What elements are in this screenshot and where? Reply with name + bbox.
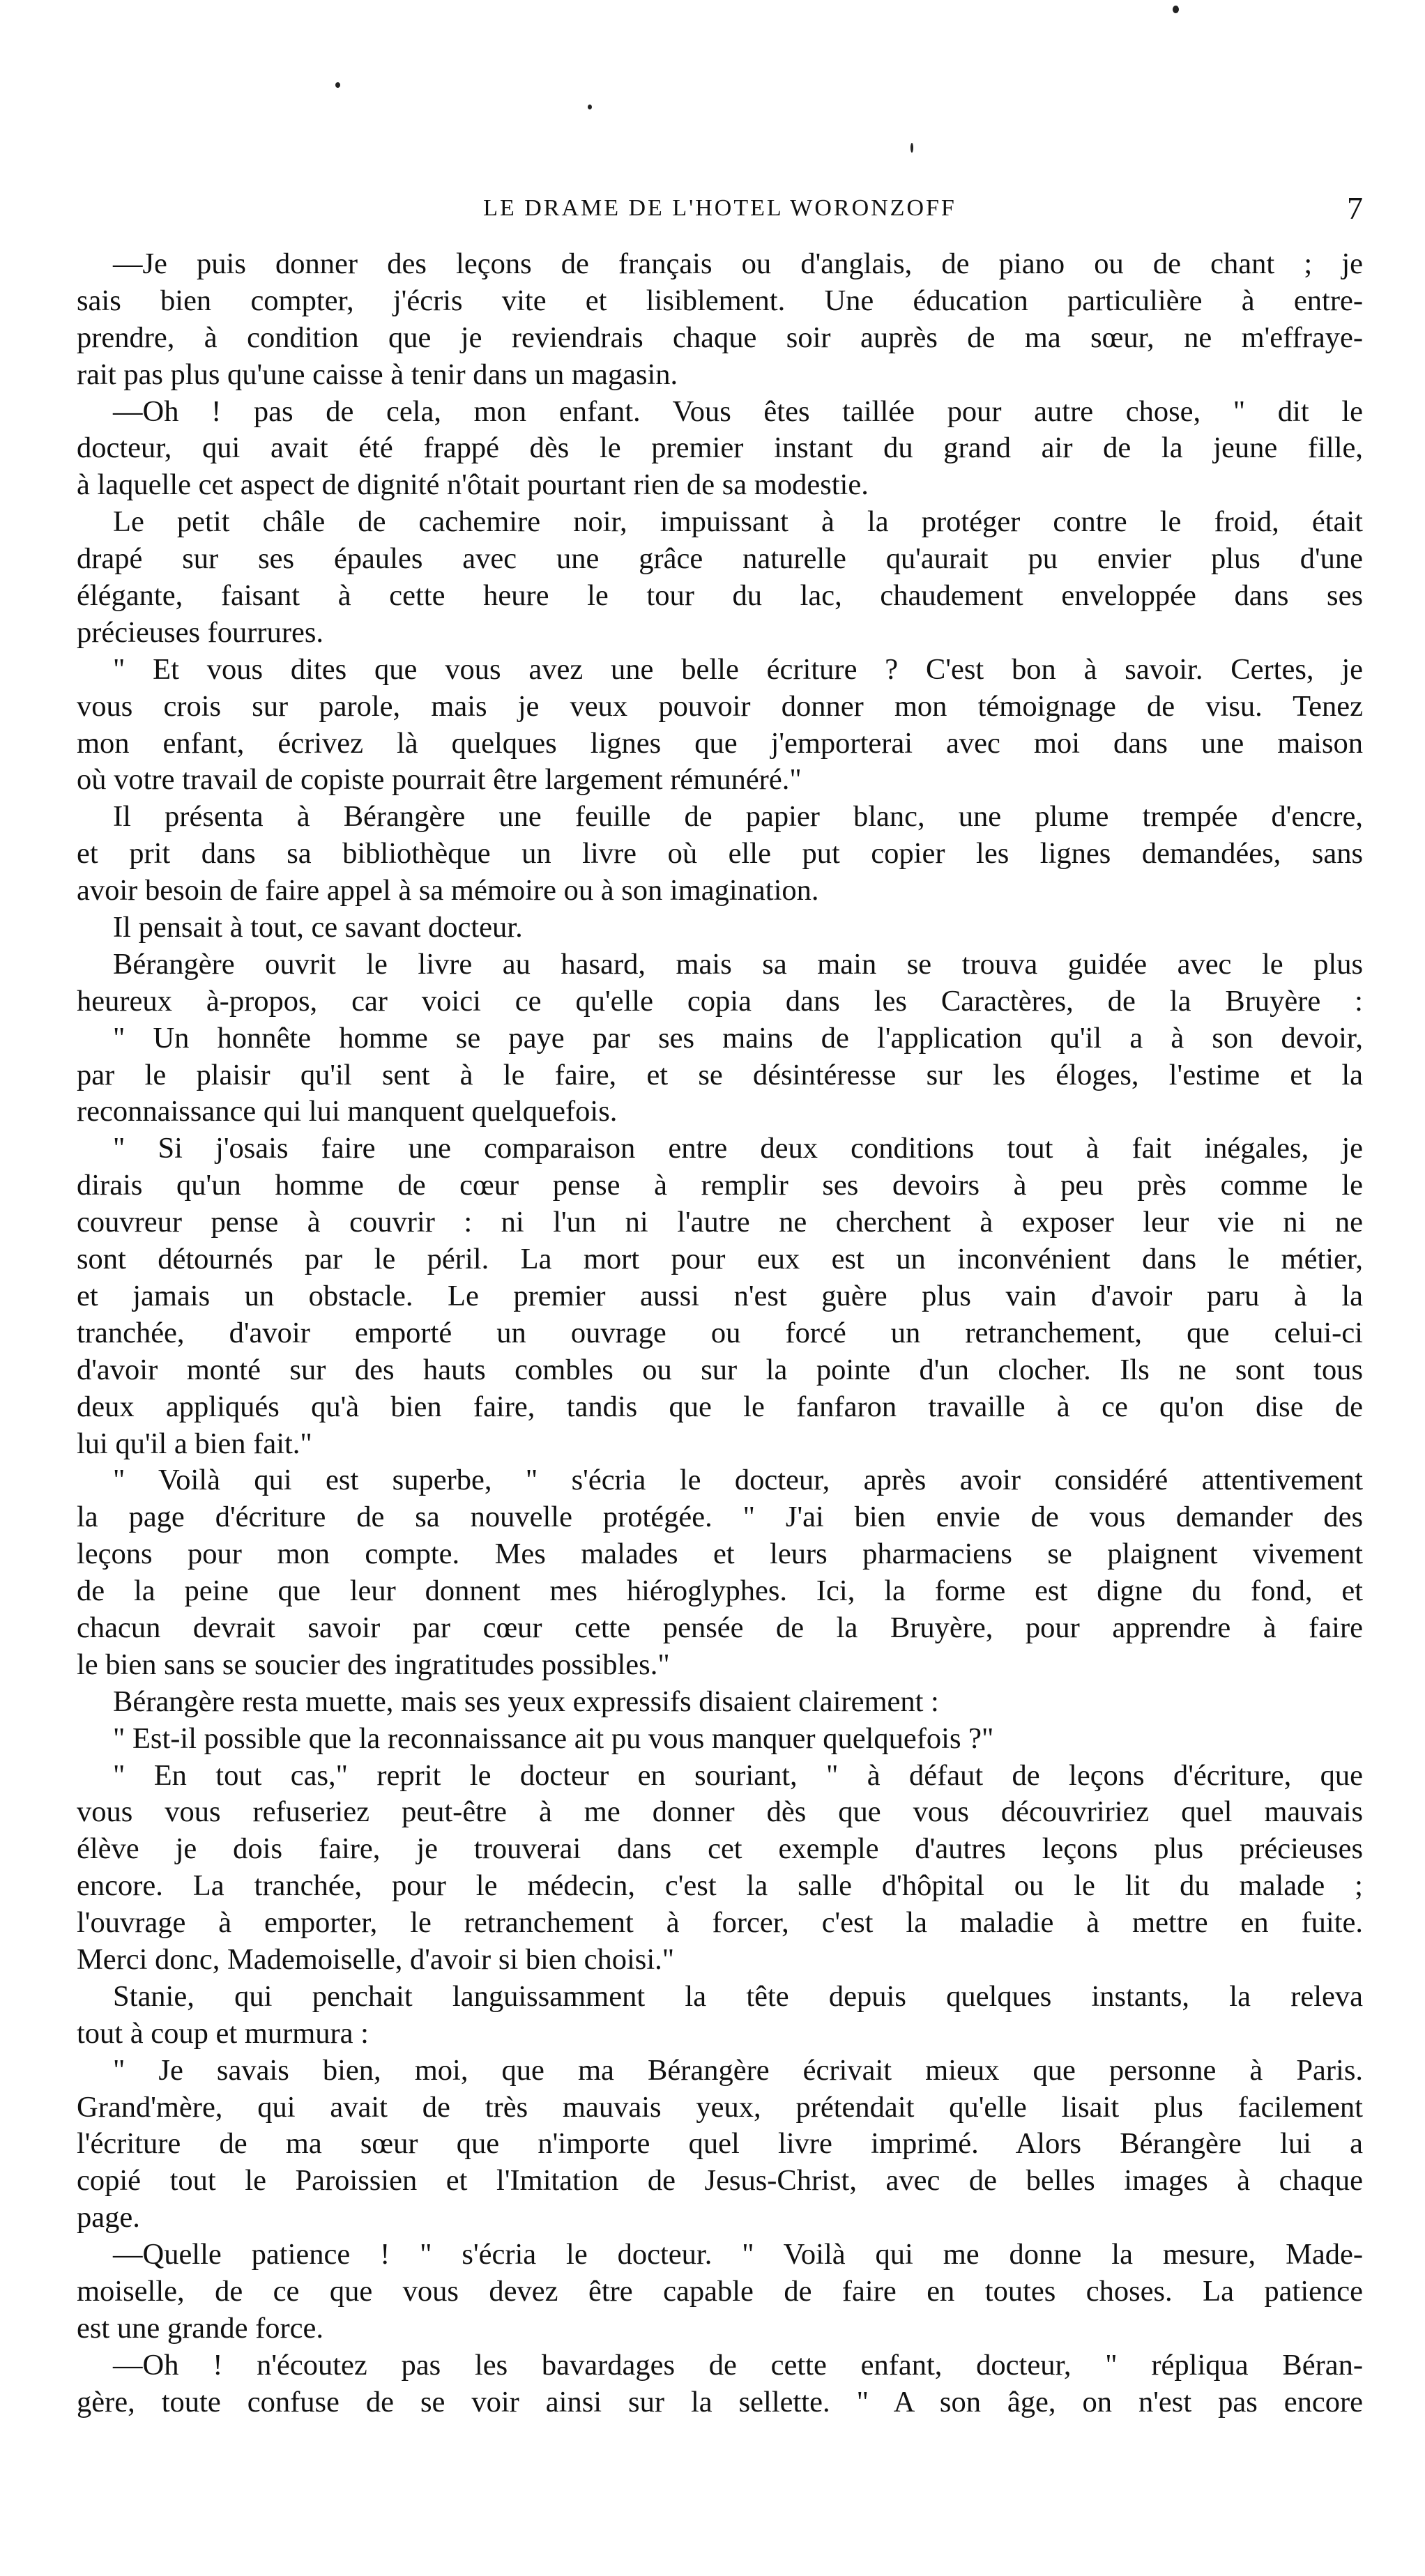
text-line: Il pensait à tout, ce savant docteur.: [113, 911, 523, 944]
text-line: dirais qu'un homme de cœur pense à remplir ses devoirs à peu près comme le: [77, 1169, 1363, 1202]
text-line: sais bien compter, j'écris vite et lisiblement. Une éducation particulière à entre-: [77, 284, 1363, 317]
text-line: Stanie, qui penchait languissamment la tête depuis quelques instants, la releva: [113, 1979, 1363, 2013]
text-line: lui qu'il a bien fait.": [77, 1427, 312, 1460]
text-line: docteur, qui avait été frappé dès le premier instant du grand air de la jeune fille,: [77, 431, 1363, 465]
text-line: mon enfant, écrivez là quelques lignes que j'emporterai avec moi dans une maison: [77, 726, 1363, 760]
text-line: l'écriture de ma sœur que n'importe quel livre imprimé. Alors Bérangère lui a: [77, 2127, 1363, 2161]
running-title: LE DRAME DE L'HOTEL WORONZOFF: [483, 195, 957, 221]
text-line: heureux à-propos, car voici ce qu'elle copia dans les Caractères, de la Bruyère :: [77, 984, 1363, 1018]
text-line: est une grande force.: [77, 2311, 323, 2345]
text-line: Le petit châle de cachemire noir, impuissant à la protéger contre le froid, était: [113, 505, 1363, 539]
text-line: le bien sans se soucier des ingratitudes possibles.": [77, 1648, 670, 1681]
text-line: " Et vous dites que vous avez une belle écriture ? C'est bon à savoir. Certes, je: [113, 652, 1363, 686]
text-line: Merci donc, Mademoiselle, d'avoir si bien choisi.": [77, 1942, 675, 1976]
text-line: couvreur pense à couvrir : ni l'un ni l'autre ne cherchent à exposer leur vie ni ne: [77, 1206, 1363, 1239]
text-line: copié tout le Paroissien et l'Imitation de Jesus-Christ, avec de belles images à chaque: [77, 2164, 1363, 2198]
text-line: et prit dans sa bibliothèque un livre où elle put copier les lignes demandées, sans: [77, 837, 1363, 871]
text-line: —Je puis donner des leçons de français ou d'anglais, de piano ou de chant ; je: [113, 247, 1363, 280]
print-speck: [1173, 6, 1179, 13]
text-line: Grand'mère, qui avait de très mauvais yeux, prétendait qu'elle lisait plus facilement: [77, 2090, 1363, 2124]
text-line: par le plaisir qu'il sent à le faire, et se désintéresse sur les éloges, l'estime et la: [77, 1058, 1363, 1091]
text-line: leçons pour mon compte. Mes malades et leurs pharmaciens se plaignent vivement: [77, 1538, 1363, 1571]
text-line: précieuses fourrures.: [77, 615, 324, 649]
print-speck: [588, 105, 592, 109]
text-line: —Oh ! n'écoutez pas les bavardages de cette enfant, docteur, " répliqua Béran-: [113, 2348, 1363, 2382]
text-line: " Si j'osais faire une comparaison entre deux conditions tout à fait inégales, je: [113, 1132, 1363, 1165]
text-line: deux appliqués qu'à bien faire, tandis que le fanfaron travaille à ce qu'on dise de: [77, 1390, 1363, 1423]
text-line: gère, toute confuse de se voir ainsi sur la sellette. " A son âge, on n'est pas encore: [77, 2385, 1363, 2418]
text-line: élève je dois faire, je trouverai dans cet exemple d'autres leçons plus précieuses: [77, 1832, 1363, 1866]
text-line: " Est-il possible que la reconnaissance ait pu vous manquer quelquefois ?": [113, 1722, 994, 1755]
text-line: moiselle, de ce que vous devez être capable de faire en toutes choses. La patience: [77, 2274, 1363, 2308]
text-line: " En tout cas," reprit le docteur en souriant, " à défaut de leçons d'écriture, que: [113, 1758, 1363, 1792]
print-speck: [335, 82, 340, 88]
text-line: avoir besoin de faire appel à sa mémoire ou à son imagination.: [77, 874, 819, 907]
text-line: reconnaissance qui lui manquent quelquefois.: [77, 1095, 618, 1128]
text-line: " Je savais bien, moi, que ma Bérangère écrivait mieux que personne à Paris.: [113, 2053, 1363, 2087]
text-line: vous crois sur parole, mais je veux pouvoir donner mon témoignage de visu. Tenez: [77, 689, 1363, 723]
text-line: " Voilà qui est superbe, " s'écria le docteur, après avoir considéré attentivement: [113, 1464, 1363, 1497]
text-line: élégante, faisant à cette heure le tour du lac, chaudement enveloppée dans ses: [77, 579, 1363, 613]
text-line: la page d'écriture de sa nouvelle protégée. " J'ai bien envie de vous demander des: [77, 1501, 1363, 1534]
text-line: —Oh ! pas de cela, mon enfant. Vous êtes taillée pour autre chose, " dit le: [113, 394, 1363, 428]
text-line: Bérangère ouvrit le livre au hasard, mais sa main se trouva guidée avec le plus: [113, 947, 1363, 981]
text-line: encore. La tranchée, pour le médecin, c'est la salle d'hôpital ou le lit du malade ;: [77, 1869, 1363, 1903]
text-line: chacun devrait savoir par cœur cette pensée de la Bruyère, pour apprendre à faire: [77, 1611, 1363, 1644]
text-line: de la peine que leur donnent mes hiéroglyphes. Ici, la forme est digne du fond, et: [77, 1574, 1363, 1608]
body-text: [77, 246, 1363, 2421]
text-line: où votre travail de copiste pourrait être largement rémunéré.": [77, 763, 802, 797]
running-header: [77, 191, 1363, 226]
text-line: d'avoir monté sur des hauts combles ou sur la pointe d'un clocher. Ils ne sont tous: [77, 1353, 1363, 1386]
text-line: " Un honnête homme se paye par ses mains de l'application qu'il a à son devoir,: [113, 1021, 1363, 1055]
text-line: l'ouvrage à emporter, le retranchement à forcer, c'est la maladie à mettre en fuite.: [77, 1906, 1363, 1940]
text-line: à laquelle cet aspect de dignité n'ôtait pourtant rien de sa modestie.: [77, 468, 869, 502]
text-line: vous vous refuseriez peut-être à me donner dès que vous découvririez quel mauvais: [77, 1795, 1363, 1829]
text-line: et jamais un obstacle. Le premier aussi n'est guère plus vain d'avoir paru à la: [77, 1279, 1363, 1312]
text-line: tout à coup et murmura :: [77, 2016, 369, 2050]
page-number: 7: [1347, 190, 1363, 226]
print-speck: [910, 143, 913, 153]
text-line: prendre, à condition que je reviendrais chaque soir auprès de ma sœur, ne m'effraye-: [77, 321, 1363, 354]
text-line: tranchée, d'avoir emporté un ouvrage ou forcé un retranchement, que celui-ci: [77, 1316, 1363, 1349]
text-line: sont détournés par le péril. La mort pour eux est un inconvénient dans le métier,: [77, 1243, 1363, 1276]
text-line: Bérangère resta muette, mais ses yeux expressifs disaient clairement :: [113, 1685, 939, 1718]
text-line: —Quelle patience ! " s'écria le docteur. " Voilà qui me donne la mesure, Made-: [113, 2238, 1363, 2271]
text-line: Il présenta à Bérangère une feuille de papier blanc, une plume trempée d'encre,: [113, 800, 1363, 834]
text-line: drapé sur ses épaules avec une grâce naturelle qu'aurait pu envier plus d'une: [77, 542, 1363, 576]
text-line: rait pas plus qu'une caisse à tenir dans un magasin.: [77, 358, 678, 391]
text-line: page.: [77, 2201, 140, 2234]
